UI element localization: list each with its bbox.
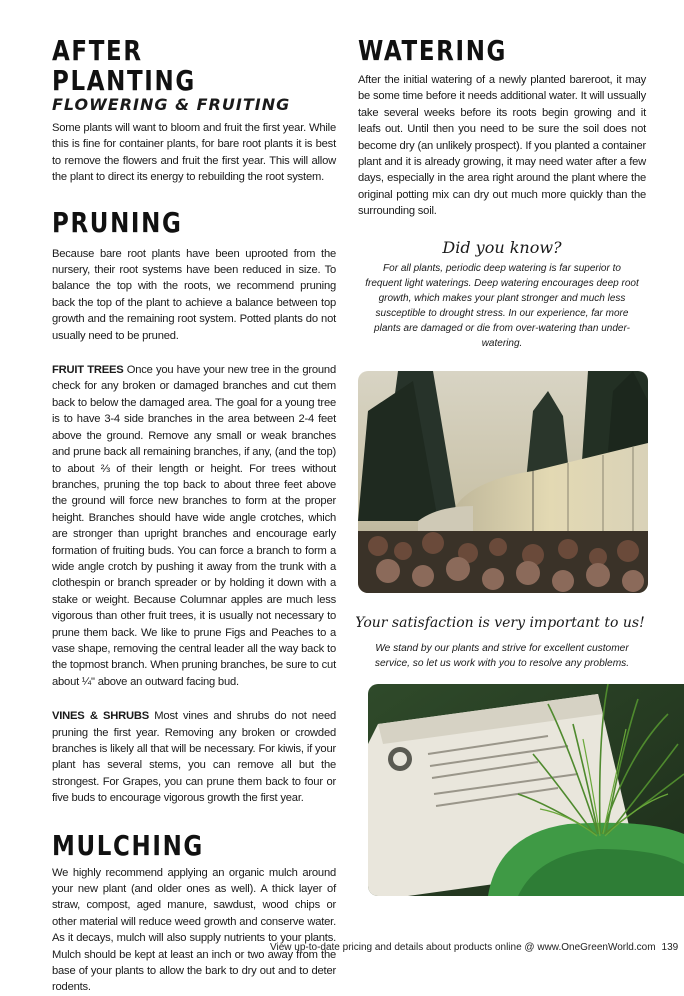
flowering-fruiting-subheading: FLOWERING & FRUITING [52, 95, 291, 114]
pruning-intro-text: Because bare root plants have been uprooted from the nursery, their root systems have been reduced in size. To balance the top with the roots, we recommend pruning back the top of the plant to achieve a balance between top growth and the remaining root system. Potted plants do not usually need to be pruned. [52, 247, 336, 342]
watering-section [358, 36, 646, 220]
after-planting-heading: AFTER PLANTING [52, 34, 196, 97]
greenhouse-photo [358, 371, 648, 593]
did-you-know-box [358, 238, 646, 351]
plant-with-tag-photo [368, 684, 684, 896]
vines-shrubs-lead: VINES & SHRUBS [52, 710, 150, 723]
mulching-text: We highly recommend applying an organic mulch around your new plant (and older ones as well). A thick layer of straw, compost, aged manure, sawdust, wood chips or other material will reduce weed growth and conserve water. As it decays, mulch will also supply nutrients to your plants. Mulch should be kept at least an inch or two away from the base of your plants to allow the bark to dry out and to deter rodents. [52, 866, 336, 994]
mulching-heading: MULCHING [52, 828, 204, 862]
fruit-trees-paragraph [52, 362, 336, 690]
page-number: 139 [661, 942, 679, 953]
pruning-section [52, 205, 336, 807]
satisfaction-text: We stand by our plants and strive for excellent customer service, so let us work with you to resolve any problems. [374, 642, 630, 669]
watering-text: After the initial watering of a newly planted bareroot, it may be some time before it needs additional water. It will ussually take several weeks before its roots begin growing and it leafs out. Until then you need to be sure the soil does not become dry (an unlikely prospect). If you planted a container plant and it is already growing, it may need water after a few days, especially in the area right around the plant where the original potting mix can dry out much more quickly than the surrounding soil. [358, 74, 646, 218]
vines-shrubs-text: Most vines and shrubs do not need pruning the first year. Removing any broken or crowded branches is likely all that will be necessary. For kiwis, if your plant has several stems, you can remove all but the strongest. For Grapes, you can prune them back to four or five buds to encourage vigorous growth the first year. [52, 710, 336, 805]
after-planting-text: Some plants will want to bloom and fruit the first year. While this is fine for container plants, for bare root plants it is best to remove the flowers and fruit the first year. This will allow the plant to direct its energy to rebuilding the root system. [52, 122, 336, 184]
footer-text: View up-to-date pricing and details about products online @ www.OneGreenWorld.com [270, 942, 656, 953]
vines-shrubs-paragraph [52, 708, 336, 806]
satisfaction-title: Your satisfaction is very important to us! [355, 614, 645, 631]
mulching-section [52, 828, 336, 996]
footer [270, 942, 678, 953]
right-column [355, 34, 646, 697]
fruit-trees-lead: FRUIT TREES [52, 364, 124, 377]
pruning-heading: PRUNING [52, 205, 183, 239]
did-you-know-text: For all plants, periodic deep watering is far superior to frequent light waterings. Deep watering encourages deep root growth, which makes your plant stronger and much less susceptible to drought stress. In our experience, far more plants are damaged or die from over-watering than under-watering. [365, 262, 639, 349]
did-you-know-title: Did you know? [442, 237, 562, 257]
left-column [52, 36, 336, 996]
watering-heading: WATERING [358, 34, 508, 67]
fruit-trees-text: Once you have your new tree in the ground check for any broken or damaged branches and cut them back to below the damaged area. The goal for a young tree is to have 3-4 side branches in the area between 2-4 feet above the ground. Remove any small or weak branches and prune back all remaining branches, if any, (and the top) to about ⅔ of their length or height. For trees without branches, pruning the top back to about three feet above the ground will force new branches to form at the proper height. Branches should have wide angle crotches, which are stronger than upright branches and encourage early formation of fruiting buds. You can force a branch to form a wide angle crotch by pushing it away from the trunk with a clothespin or branch spreader or by holding it down with a stake or weight. Because Columnar apples are much less vigorous than other fruit trees, it is usually not necessary to prune them back. We like to prune Figs and Peaches to a vase shape, removing the central leader all the way back to the topmost branch. When pruning branches, be sure to cut about ¼" above an outward facing bud. [52, 364, 336, 688]
after-planting-section [52, 36, 336, 186]
